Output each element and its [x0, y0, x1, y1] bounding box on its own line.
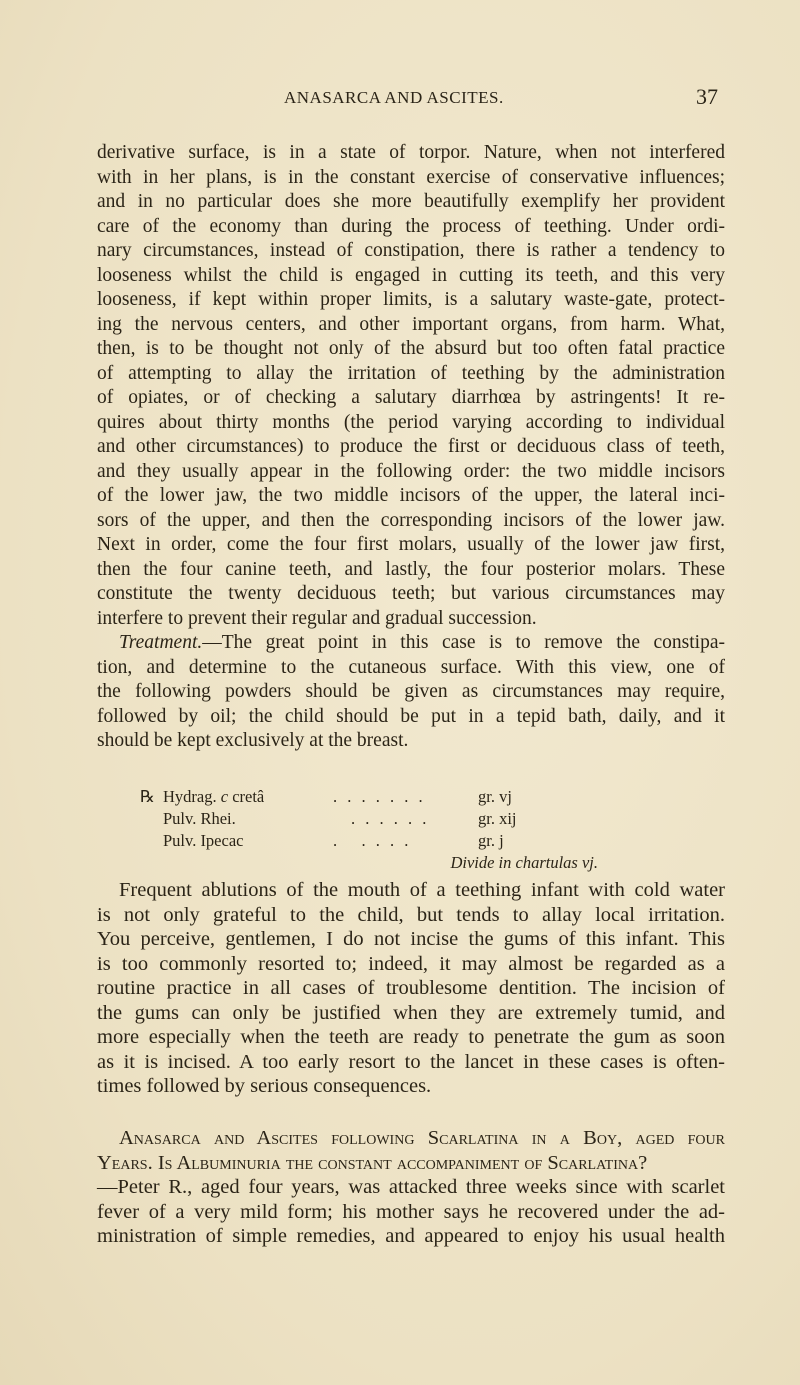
text-line: of opiates, or of checking a salutary diarrhœa by astringents! It re-: [97, 387, 725, 408]
text-line: should be kept exclusively at the breast.: [97, 730, 409, 751]
text-line: interfere to prevent their regular and gradual succession.: [97, 607, 537, 629]
paragraph-treatment: [97, 631, 725, 754]
text-line: constitute the twenty deciduous teeth; but various circumstances may: [97, 583, 725, 604]
prescription-direction: Divide in chartulas vj.: [450, 853, 598, 872]
running-head: ANASARCA AND ASCITES.: [284, 88, 504, 107]
text-line: tion, and determine to the cutaneous surface. With this view, one of: [97, 656, 725, 678]
prescription: [140, 786, 610, 874]
page-number: 37: [696, 84, 718, 109]
text-line: sors of the upper, and then the corresponding incisors of the lower jaw.: [97, 509, 725, 531]
text-line: then, is to be thought not only of the absurd but too often fatal practice: [97, 338, 725, 359]
text-line: care of the economy than during the process of teething. Under ordi-: [97, 215, 725, 237]
text-line: looseness whilst the child is engaged in cutting its teeth, and this very: [97, 264, 725, 286]
treatment-label: Treatment.: [119, 632, 203, 653]
text-line: with in her plans, is in the constant exercise of conservative influences;: [97, 166, 725, 188]
text-line: fever of a very mild form; his mother says he recovered under the ad-: [97, 1200, 725, 1223]
leader-dots: . . . . .: [333, 831, 412, 850]
text-line: routine practice in all cases of troublesome dentition. The incision of: [97, 977, 725, 999]
dose: gr. j: [478, 831, 504, 850]
text-line: —Peter R., aged four years, was attacked three weeks since with scarlet: [97, 1176, 725, 1198]
prescription-direction-row: [140, 852, 610, 874]
paragraph-teething: [97, 141, 725, 631]
text-line: is too commonly resorted to; indeed, it may almost be regarded as a: [97, 952, 725, 975]
dose: gr. xij: [478, 809, 517, 828]
text-line: ministration of simple remedies, and appeared to enjoy his usual health: [97, 1225, 725, 1247]
text-line: followed by oil; the child should be put in a tepid bath, daily, and it: [97, 705, 725, 727]
text-line: Frequent ablutions of the mouth of a teething infant with cold water: [119, 879, 725, 901]
text-line: of attempting to allay the irritation of teething by the administration: [97, 362, 725, 384]
text-line: looseness, if kept within proper limits, is a salutary waste-gate, protect-: [97, 289, 725, 310]
text-line: ing the nervous centers, and other important organs, from harm. What,: [97, 313, 725, 335]
text-line: times followed by serious consequences.: [97, 1075, 432, 1097]
text-line: as it is incised. A too early resort to the lancet in these cases is often-: [97, 1050, 725, 1073]
text-line: the gums can only be justified when they are extremely tumid, and: [97, 1001, 725, 1024]
text-line: [97, 631, 725, 656]
drug-name: Hydrag. c cretâ: [163, 787, 265, 806]
case-section: [97, 1126, 725, 1249]
text-line: Next in order, come the four first molars, usually of the lower jaw first,: [97, 534, 725, 555]
prescription-row: [140, 786, 610, 808]
prescription-row: [140, 808, 610, 830]
leader-dots: . . . . . . .: [333, 787, 426, 806]
text-line: the following powders should be given as circumstances may require,: [97, 681, 725, 702]
text-line: You perceive, gentlemen, I do not incise the gums of this infant. This: [97, 928, 725, 950]
drug-name: Pulv. Rhei.: [163, 809, 236, 828]
dose: gr. vj: [478, 787, 512, 806]
text-line: and they usually appear in the following order: the two middle incisors: [97, 460, 725, 482]
text-line: then the four canine teeth, and lastly, the four posterior molars. These: [97, 558, 725, 580]
text-line: quires about thirty months (the period varying according to individual: [97, 411, 725, 433]
prescription-row: [140, 830, 610, 852]
recipe-symbol: ℞: [140, 787, 155, 806]
leader-dots: . . . . . .: [351, 809, 430, 828]
text-line: more especially when the teeth are ready to penetrate the gum as soon: [97, 1026, 725, 1048]
text-line: is not only grateful to the child, but tends to allay local irritation.: [97, 903, 725, 926]
text-line: and other circumstances) to produce the first or deciduous class of teeth,: [97, 436, 725, 457]
text-line: and in no particular does she more beautifully exemplify her provident: [97, 191, 725, 212]
text-span: —The great point in this case is to remove the constipa-: [202, 632, 725, 653]
text-line: of the lower jaw, the two middle incisors of the upper, the lateral inci-: [97, 485, 725, 506]
section-heading-line: Years. Is Albuminuria the constant accompaniment of Scarlatina?: [97, 1151, 648, 1174]
text-line: derivative surface, is in a state of torpor. Nature, when not interfered: [97, 142, 725, 163]
paragraph-ablutions: [97, 878, 725, 1099]
section-heading-line: Anasarca and Ascites following Scarlatina in a Boy, aged four: [119, 1127, 725, 1149]
drug-name: Pulv. Ipecac: [163, 831, 244, 850]
text-line: nary circumstances, instead of constipation, there is rather a tendency to: [97, 240, 725, 261]
